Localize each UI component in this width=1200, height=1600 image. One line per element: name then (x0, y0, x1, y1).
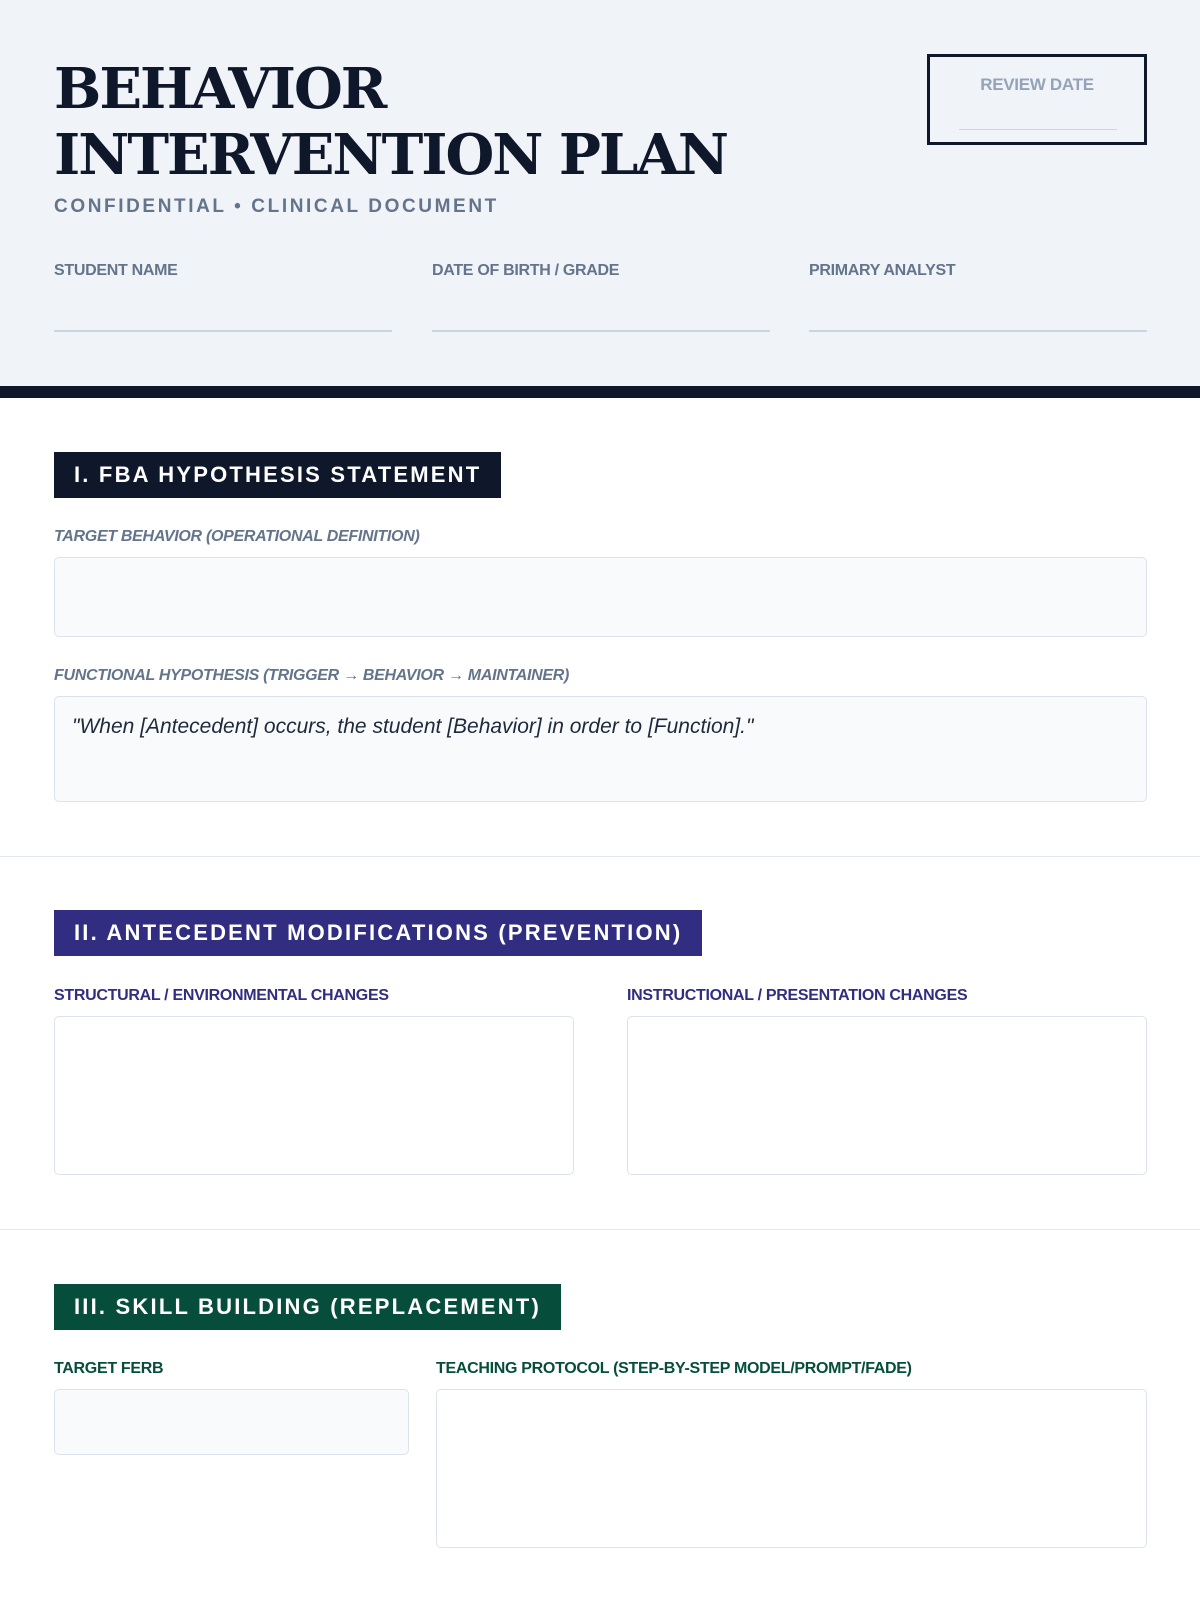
student-name-field[interactable] (54, 262, 392, 280)
target-ferb-label: TARGET FERB (54, 1360, 164, 1377)
functional-hypothesis-input[interactable] (54, 696, 1147, 802)
section-skill-building-heading: III. SKILL BUILDING (REPLACEMENT) (54, 1284, 561, 1330)
section-divider-2 (0, 1229, 1200, 1230)
target-behavior-label: TARGET BEHAVIOR (OPERATIONAL DEFINITION) (54, 528, 420, 545)
document-subtitle: CONFIDENTIAL • CLINICAL DOCUMENT (54, 196, 499, 217)
document-header (0, 0, 1200, 386)
target-behavior-input[interactable] (54, 557, 1147, 637)
primary-analyst-label: PRIMARY ANALYST (809, 262, 956, 279)
instructional-changes-input[interactable] (627, 1016, 1147, 1175)
student-name-line (54, 330, 392, 332)
instructional-changes-label: INSTRUCTIONAL / PRESENTATION CHANGES (627, 987, 968, 1004)
review-date-line (959, 129, 1117, 130)
structural-changes-label: STRUCTURAL / ENVIRONMENTAL CHANGES (54, 987, 389, 1004)
dob-grade-field[interactable] (432, 262, 770, 280)
header-rule (0, 386, 1200, 398)
review-date-label: REVIEW DATE (980, 75, 1094, 94)
primary-analyst-line (809, 330, 1147, 332)
functional-hypothesis-text: "When [Antecedent] occurs, the student [Behavior] in order to [Function]." (72, 715, 754, 738)
section-antecedent-heading: II. ANTECEDENT MODIFICATIONS (PREVENTION) (54, 910, 702, 956)
teaching-protocol-label: TEACHING PROTOCOL (STEP-BY-STEP MODEL/PROMPT/FADE) (436, 1360, 912, 1377)
review-date-box[interactable] (927, 54, 1147, 145)
functional-hypothesis-label: FUNCTIONAL HYPOTHESIS (TRIGGER → BEHAVIOR → MAINTAINER) (54, 667, 570, 684)
primary-analyst-field[interactable] (809, 262, 1147, 280)
student-name-label: STUDENT NAME (54, 262, 178, 279)
target-ferb-input[interactable] (54, 1389, 409, 1455)
dob-grade-label: DATE OF BIRTH / GRADE (432, 262, 620, 279)
document-title: BEHAVIOR INTERVENTION PLAN (54, 56, 728, 188)
structural-changes-input[interactable] (54, 1016, 574, 1175)
teaching-protocol-input[interactable] (436, 1389, 1147, 1548)
section-fba-heading: I. FBA HYPOTHESIS STATEMENT (54, 452, 501, 498)
section-divider-1 (0, 856, 1200, 857)
dob-grade-line (432, 330, 770, 332)
